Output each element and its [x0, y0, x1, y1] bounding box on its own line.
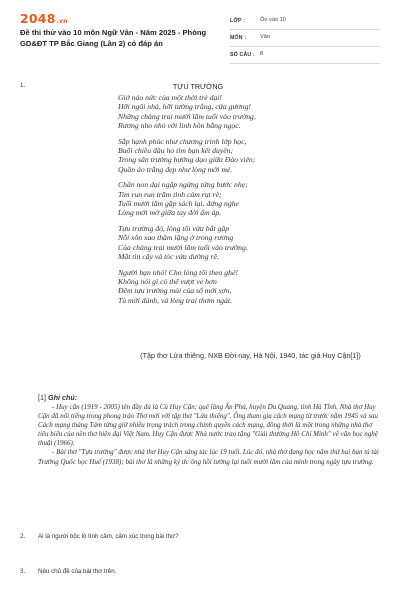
poem-line: Chân non dại ngập ngừng từng bước nhẹ;: [118, 180, 248, 190]
meta-value-subject: Văn: [260, 34, 270, 40]
poem-line: Tim run run trăm tình cảm rụt rè;: [118, 189, 222, 199]
poem-line: Đêm tựu trường mùi của sổ mới sơn,: [118, 286, 232, 296]
poem-stanza: [118, 137, 338, 175]
logo-suffix: .vn: [56, 18, 68, 25]
poem-line: Tựu trường đó, lòng tôi vừa bắt gặp: [118, 223, 230, 233]
poem-line: Rương nho nhỏ với linh hồn bằng ngọc.: [118, 121, 241, 131]
poem-line: Buổi chiều đầu ho tìm bạn kết duyên;: [118, 146, 234, 156]
poem-line: Quần áo trắng đẹp như lòng mới mẻ.: [118, 164, 233, 174]
poem-line: Của chàng trai mười lăm tuổi vào trường,: [118, 242, 248, 252]
poem-stanza: [118, 224, 338, 262]
meta-value-count: 8: [260, 51, 264, 57]
question-text: Ai là người bộc lộ tình cảm, cảm xúc trong bài thơ?: [38, 533, 179, 540]
logo-main: 2048: [20, 11, 56, 26]
footnote-paragraph: - Bài thơ "Tựu trường" được nhà thơ Huy Cận sáng tác lúc 19 tuổi. Lúc đó, nhà thơ đang học năm thứ hai ban tú tài Trường Quốc học Huế (1938); bài thơ là những ký ức ông hồi tưởng lại tuổi mười lăm của mình trong ngày tựu trường.: [38, 448, 379, 466]
poem-line: Trong sân trường hướng dạo giữa Đào viên;: [118, 155, 256, 165]
site-logo[interactable]: [20, 11, 68, 26]
poem-source: (Tập thơ Lửa thiêng, NXB Đời nay, Hà Nội, 1940, tác giả Huy Cận[1]): [140, 351, 361, 360]
footnote-heading: [38, 393, 383, 402]
poem-line: Mắt tìn cậy và tóc vừa dường rẽ.: [118, 252, 219, 262]
poem-line: Giờ náo nức của một thời trẻ dại!: [118, 93, 222, 102]
meta-row-count: [230, 49, 380, 64]
poem-stanza: [118, 180, 338, 218]
poem-stanza: [118, 268, 338, 306]
poem-line: Không nói gì có thể vượt ve hơn: [118, 276, 217, 286]
footnote: [38, 393, 383, 467]
page-header: [0, 0, 400, 62]
meta-label-count: SỐ CÂU :: [230, 52, 255, 58]
question-text: Nêu chủ đề của bài thơ trên.: [38, 568, 117, 575]
poem-line: Tuổi mười lăm gặp sách lại, đứng nghe: [118, 199, 239, 209]
question-number: 3.: [20, 568, 26, 575]
poem-line: Lòng mới mở giữa tay đời ấm áp.: [118, 208, 222, 218]
footnote-paragraph: - Huy cận (1919 - 2005) tên đầy đủ là Cù Huy Cận; quê làng Ân Phú, huyện Du Quang, tỉnh Hà Tĩnh. Nhà thơ Huy Cận đã nổi tiếng trong phong trào Thơ mới với tập thơ "Lửa thiêng". Ông tham gia cách mạng từ trước năm 1945 và sau Cách mạng tháng Tám từng giữ nhiều trọng trách trong chính quyền cách mạng, đồng thời là một trong những nhà thơ tiêu biểu của nền thơ hiện đại Việt Nam. Huy Cận được Nhà nước trao tặng "Giải thưởng Hồ Chí Minh" về văn học nghệ thuật (1966).: [38, 403, 379, 448]
footnote-marker: [1]: [38, 393, 46, 402]
poem-line: Hỡi ngôi nhà, hỡi tường trắng, cửa gương!: [118, 102, 251, 112]
footnote-title: Ghi chú:: [48, 393, 78, 402]
meta-label-subject: MÔN :: [230, 35, 247, 41]
question-number: 2.: [20, 533, 26, 540]
question-number: 1.: [20, 82, 26, 89]
poem-line: Người bạn nhỏ! Cho lòng tôi theo ghé!: [118, 267, 238, 277]
poem-title: TỰU TRƯỜNG: [172, 82, 224, 91]
meta-value-class: Ôn vào 10: [260, 17, 286, 23]
exam-meta: [230, 15, 380, 66]
exam-title: Đề thi thử vào 10 môn Ngữ Văn - Năm 2025 - Phòng GD&ĐT TP Bắc Giang (Lần 2) có đáp án: [20, 28, 207, 48]
meta-row-subject: [230, 32, 380, 47]
poem-line: Sắp hạnh phúc như chương trình lớp học,: [118, 136, 247, 146]
meta-label-class: LỚP :: [230, 18, 246, 24]
poem-line: Tủ mới đánh, và lòng trai thơm ngát.: [118, 295, 232, 305]
meta-row-class: [230, 15, 380, 30]
poem: [118, 82, 338, 311]
poem-line: Nỗi xôn xao thầm lặng ở trong rương: [118, 233, 234, 243]
poem-line: Những chàng trai mười lăm tuổi vào trường,: [118, 111, 256, 121]
poem-stanza: [118, 93, 338, 131]
